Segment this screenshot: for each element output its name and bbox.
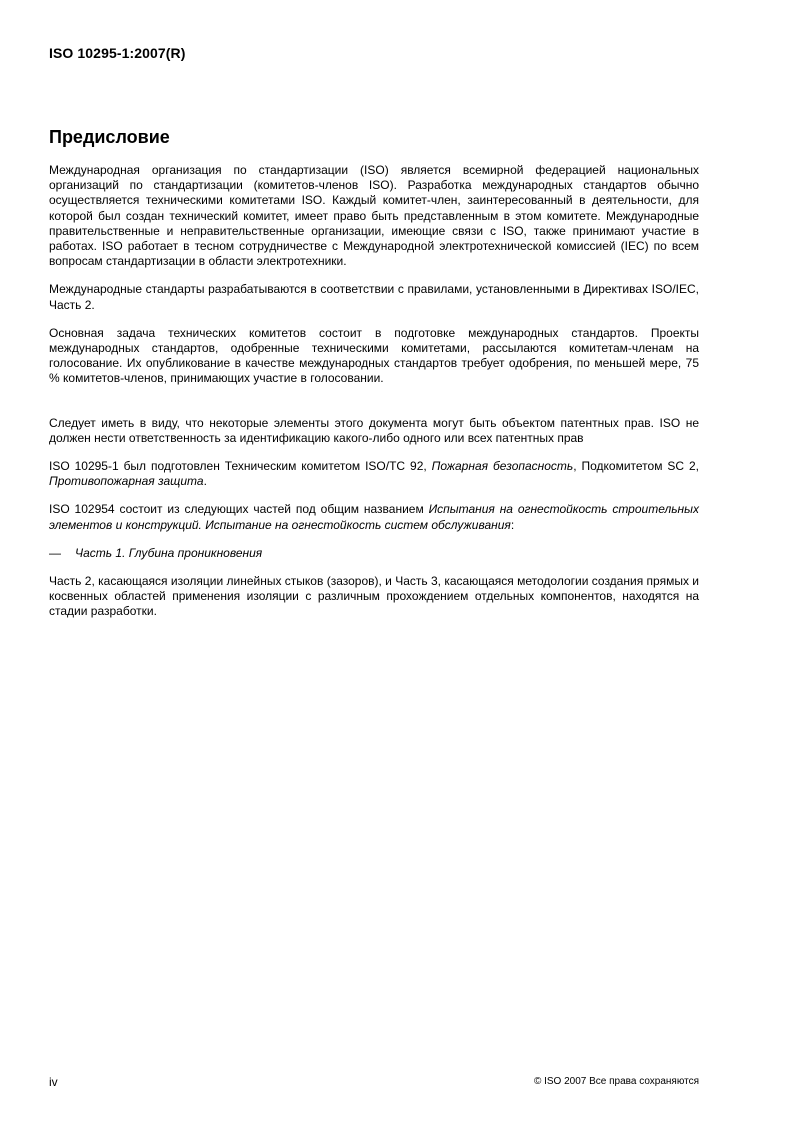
page-number: iv <box>49 1075 58 1089</box>
committee-name: Пожарная безопасность <box>431 459 574 474</box>
subcommittee-name: Противопожарная защита <box>49 474 204 489</box>
section-title: Предисловие <box>49 127 170 147</box>
paragraph-parts-intro <box>49 502 699 532</box>
list-dash: — <box>49 545 61 560</box>
paragraph-parts-in-development: Часть 2, касающаяся изоляции линейных стыков (зазоров), и Часть 3, касающаяся методологии создания прямых и косвенных областей применения изоляции с различным прохождением отдельных компонентов, находятся на стадии разработки. <box>49 574 699 619</box>
list-item <box>49 546 699 561</box>
paragraph-committees-task: Основная задача технических комитетов состоит в подготовке международных стандартов. Проекты международных стандартов, одобренные техническими комитетами, рассылаются комитетам-членам на голосование. Их опубликование в качестве международных стандартов требует одобрения, по меньшей мере, 75 % комитетов-членов, принимающих участие в голосовании. <box>49 325 699 386</box>
general-title: Испытания на огнестойкость строительных элементов и конструкций. Испытание на огнестойкость систем обслуживания <box>49 502 699 532</box>
copyright-notice: © ISO 2007 Все права сохраняются <box>533 1076 699 1087</box>
paragraph-patent-rights: Следует иметь в виду, что некоторые элементы этого документа могут быть объектом патентных прав. ISO не должен нести ответственность за идентификацию какого-либо одного или всех патентных прав <box>49 415 699 445</box>
list-item-text: Часть 1. Глубина проникновения <box>75 545 263 560</box>
paragraph-directives: Международные стандарты разрабатываются в соответствии с правилами, установленными в Директивах ISO/IEC, Часть 2. <box>49 282 699 312</box>
paragraph-iso-organization: Международная организация по стандартизации (ISO) является всемирной федерацией национальных организаций по стандартизации (комитетов-членов ISO). Разработка международных стандартов обычно осуществляется техническими комитетами ISO. Каждый комитет-член, заинтересованный в деятельности, для которой был создан технический комитет, имеет право быть представленным в этом комитете. Международные правительственные и неправительственные организации, имеющие связи с ISO, также принимают участие в работах. ISO работает в тесном сотрудничестве с Международной электротехнической комиссией (IEC) по всем вопросам стандартизации в области электротехники. <box>49 163 699 269</box>
foreword-body <box>49 163 699 633</box>
document-code: ISO 10295-1:2007(R) <box>49 45 186 61</box>
parts-intro-prefix: ISO 102954 состоит из следующих частей под общим названием <box>49 502 429 517</box>
paragraph-prepared-by <box>49 459 699 489</box>
prepared-by-middle: , Подкомитетом SC 2, <box>573 459 699 474</box>
parts-intro-suffix: : <box>510 517 515 532</box>
prepared-by-prefix: ISO 10295-1 был подготовлен Техническим комитетом ISO/TC 92, <box>49 459 432 474</box>
prepared-by-suffix: . <box>203 474 207 489</box>
